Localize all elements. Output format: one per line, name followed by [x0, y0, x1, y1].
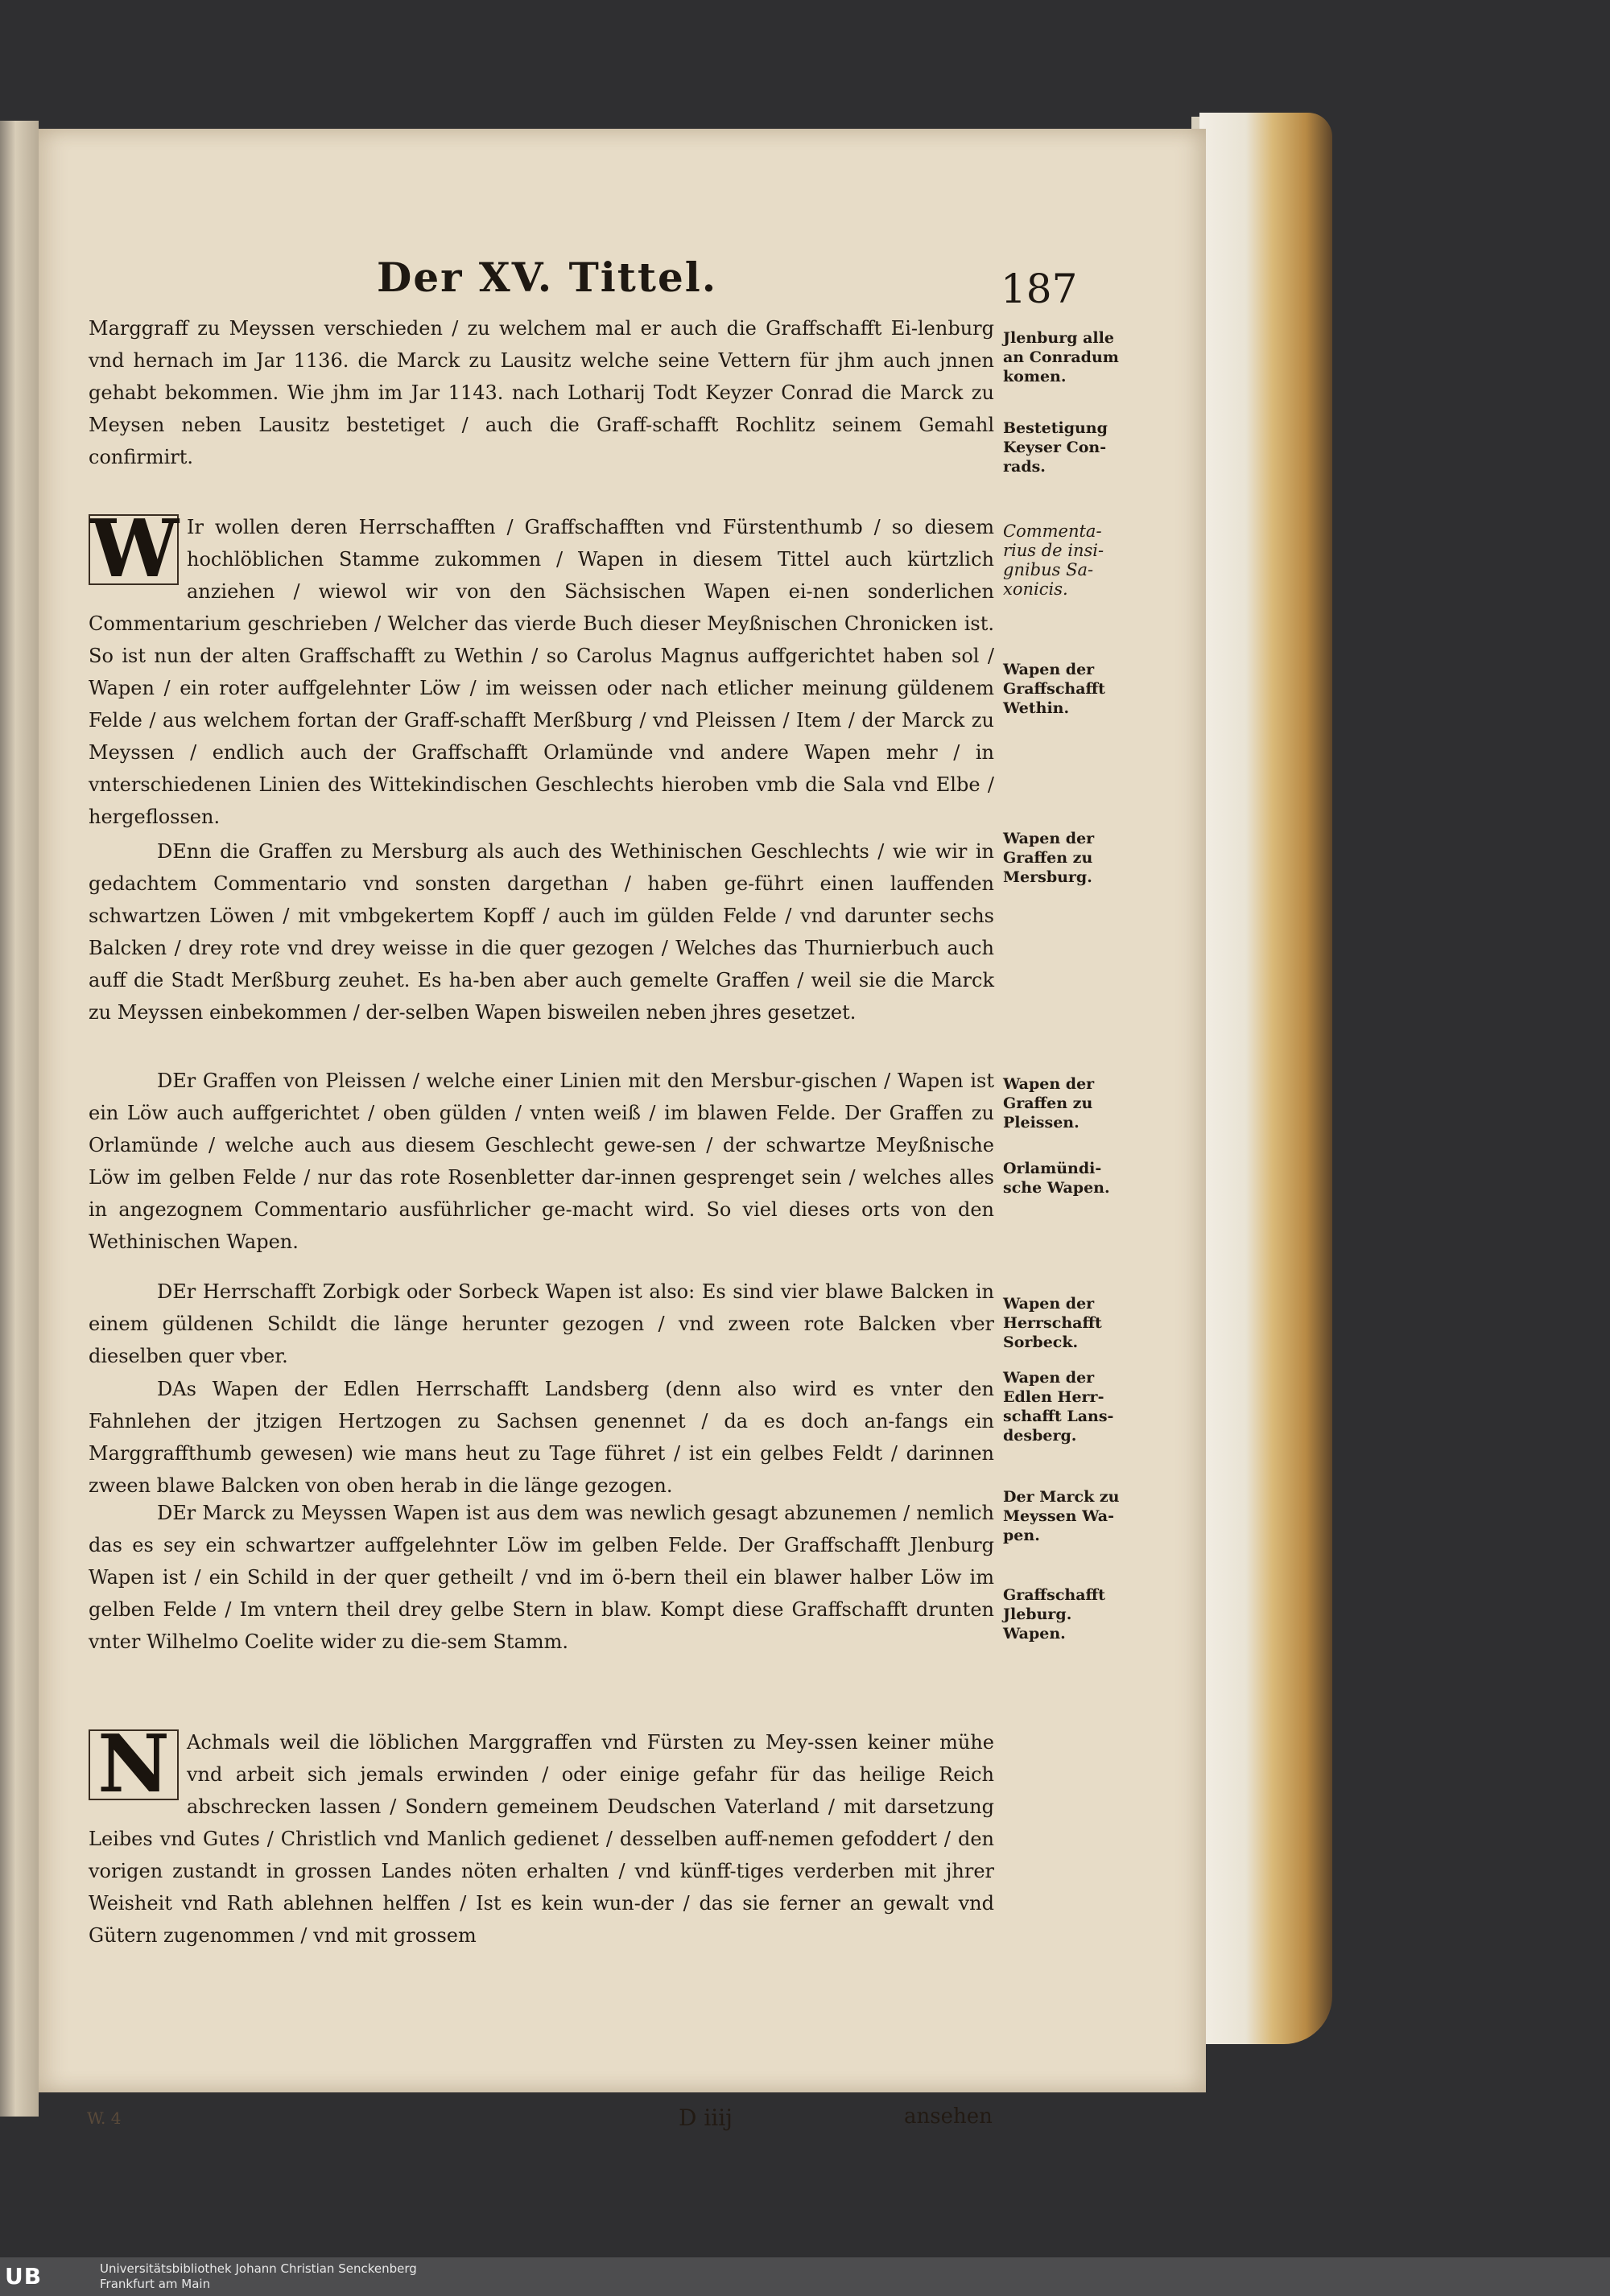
ub-logo: UB — [5, 2263, 43, 2290]
paragraph-1 — [89, 312, 994, 473]
page-number: 187 — [1001, 266, 1078, 312]
margin-note-landsberg: Wapen der Edlen Herr-schafft Lans-desberg. — [1003, 1369, 1114, 1445]
paragraph-3-text: DEnn die Graffen zu Mersburg als auch des Wethinischen Geschlechts / wie wir in gedachtem Commentario vnd sonsten dargethan / haben ge-führt einen lauffenden schwartzen Löwen / mit vmbgekertem Kopff / auch im gülden Felde / vnd darunter sechs Balcken / drey rote vnd drey weisse in die quer gezogen / Welches das Thurnierbuch auch auff die Stadt Merßburg zeuhet. Es ha-ben aber auch gemelte Graffen / weil sie die Marck zu Meyssen einbekommen / der-selben Wapen bisweilen neben jhres gesetzet. — [89, 840, 994, 1024]
margin-note-wethin: Wapen der Graffschafft Wethin. — [1003, 661, 1105, 717]
running-header: Der XV. Tittel. — [377, 254, 718, 301]
paragraph-4-text: DEr Graffen von Pleissen / welche einer Linien mit den Mersbur-gischen / Wapen ist ein Löw auch auffgerichtet / oben gülden / vnten weiß / im blawen Felde. Der Graffen zu Orlamünde / welche auch aus diesem Geschlecht gewe-sen / der schwartze Meyßnische Löw im gelben Felde / nur das rote Rosenbletter dar-innen gesprenget sein / welches alles in angezognem Commentario ausführlicher ge-macht wird. So viel dieses orts von den Wethinischen Wapen. — [89, 1070, 994, 1253]
paragraph-3 — [89, 835, 994, 1028]
paragraph-6-text: DAs Wapen der Edlen Herrschafft Landsberg (denn also wird es vnter den Fahnlehen der jtzigen Hertzogen zu Sachsen genennet / da es doch an-fangs ein Marggraffthumb gewesen) wie mans heut zu Tage führet / ist ein gelbes Feldt / darinnen zween blawe Balcken von oben herab in die länge gezogen. — [89, 1378, 994, 1497]
book-page — [39, 129, 1206, 2131]
margin-note-mersburg: Wapen der Graffen zu Mersburg. — [1003, 830, 1095, 886]
paragraph-1-text: Marggraff zu Meyssen verschieden / zu welchem mal er auch die Graffschafft Ei-lenburg vnd hernach im Jar 1136. die Marck zu Lausitz welche seine Vettern für jhm auch jnnen gehabt bekommen. Wie jhm im Jar 1143. nach Lotharij Todt Keyzer Conrad die Marck zu Meysen neben Lausitz bestetiget / auch die Graff-schafft Rochlitz seinem Gemahl confirmirt. — [89, 317, 994, 468]
catchword: ansehen — [904, 2104, 993, 2129]
paragraph-6 — [89, 1373, 994, 1502]
margin-note-bestetigung: Bestetigung Keyser Con-rads. — [1003, 419, 1108, 476]
margin-note-orlamuende: Orlamündi-sche Wapen. — [1003, 1160, 1110, 1197]
paragraph-7 — [89, 1497, 994, 1658]
decorated-initial-n: N — [89, 1729, 179, 1800]
paragraph-2 — [89, 503, 994, 833]
library-footer — [0, 2257, 1610, 2296]
paragraph-2-text: Ir wollen deren Herrschafften / Graffschafften vnd Fürstenthumb / so diesem hochlöblichen Stamme zukommen / Wapen in diesem Tittel auch kürtzlich anziehen / wiewol wir von den Sächsischen Wapen ei-nen sonderlichen Commentarium geschrieben / Welcher das vierde Buch dieser Meyßnischen Chronicken ist. So ist nun der alten Graffschafft zu Wethin / so Carolus Magnus auffgerichtet haben sol / Wapen / ein roter auffgelehnter Löw / im weissen oder nach etlicher meinung güldenem Felde / aus welchem fortan der Graff-schafft Merßburg / vnd Pleissen / Item / der Marck zu Meyssen / endlich auch der Graffschafft Orlamünde vnd andere Wapen mehr / in vnterschiedenen Linien des Wittekindischen Geschlechts hieroben vmb die Sala vnd Elbe / hergeflossen. — [89, 516, 994, 828]
leaf-mark: W. 4 — [87, 2108, 122, 2128]
paragraph-8-text: Achmals weil die löblichen Marggraffen vnd Fürsten zu Mey-ssen keiner mühe vnd arbeit sich jemals erwinden / oder einige gefahr für das heilige Reich abschrecken lassen / Sondern gemeinem Deudschen Vaterland / mit darsetzung Leibes vnd Gutes / Christlich vnd Manlich gedienet / desselben auff-nemen gefoddert / den vorigen zustandt in grossen Landes nöten erhalten / vnd künff-tiges verderben mit jhrer Weisheit vnd Rath ablehnen helffen / Ist es kein wun-der / das sie ferner an gewalt vnd Gütern zugenommen / vnd mit grossem — [89, 1731, 994, 1947]
paragraph-5 — [89, 1276, 994, 1372]
margin-note-pleissen: Wapen der Graffen zu Pleissen. — [1003, 1075, 1095, 1132]
paragraph-7-text: DEr Marck zu Meyssen Wapen ist aus dem was newlich gesagt abzunemen / nemlich das es sey ein schwartzer auffgelehnter Löw im gelben Felde. Der Graffschafft Jlenburg Wapen ist / ein Schild in der quer getheilt / vnd im ö-bern theil ein blawer halber Löw im gelben Felde / Im vntern theil drey gelbe Stern in blaw. Kompt diese Graffschafft drunten vnter Wilhelmo Coelite wider zu die-sem Stamm. — [89, 1502, 994, 1653]
footer-library-name: Universitätsbibliothek Johann Christian Senckenberg — [100, 2261, 417, 2276]
paragraph-8 — [89, 1718, 994, 1952]
left-page-edge — [0, 121, 39, 2117]
margin-note-ileburg: Graffschafft Jleburg. Wapen. — [1003, 1586, 1105, 1643]
signature-mark: D iiij — [679, 2104, 733, 2131]
footer-library-city: Frankfurt am Main — [100, 2277, 211, 2291]
margin-note-ilenburg: Jlenburg alle an Conradum komen. — [1003, 329, 1119, 385]
book-binding — [1199, 113, 1332, 2044]
paragraph-4 — [89, 1065, 994, 1258]
margin-note-marck-meyssen: Der Marck zu Meyssen Wa-pen. — [1003, 1488, 1120, 1544]
margin-note-sorbeck: Wapen der Herrschafft Sorbeck. — [1003, 1295, 1102, 1351]
margin-note-commentarius: Commenta-rius de insi-gnibus Sa-xonicis. — [1003, 521, 1104, 599]
decorated-initial-w: W — [90, 503, 180, 596]
paragraph-5-text: DEr Herrschafft Zorbigk oder Sorbeck Wapen ist also: Es sind vier blawe Balcken in einem güldenen Schildt die länge herunter gezogen / vnd zween rote Balcken vber dieselben quer vber. — [89, 1280, 994, 1367]
